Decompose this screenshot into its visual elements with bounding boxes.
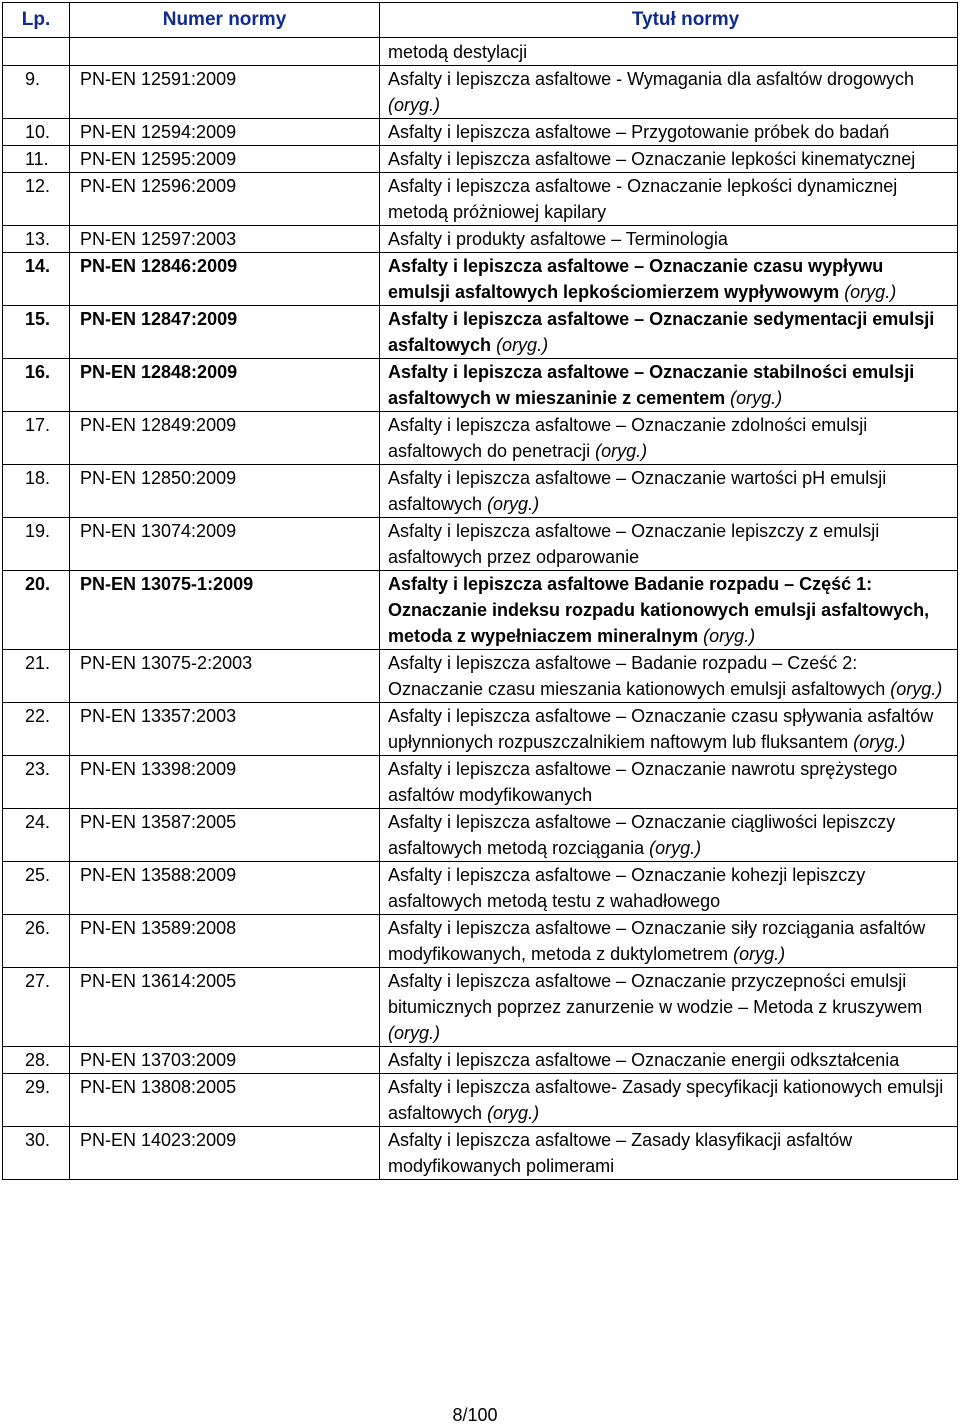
table-row xyxy=(3,119,958,146)
row-norm-number: PN-EN 12597:2003 xyxy=(70,226,380,253)
row-norm-title-cell xyxy=(380,809,958,862)
row-lp: 27. xyxy=(3,968,70,1047)
row-norm-title: Asfalty i lepiszcza asfaltowe Badanie rozpadu – Część 1: Oznaczanie indeksu rozpadu kationowych emulsji asfaltowych, metoda z wypełniaczem mineralnym xyxy=(388,574,930,646)
row-norm-title-cell xyxy=(380,412,958,465)
row-norm-number: PN-EN 13075-1:2009 xyxy=(70,571,380,650)
row-norm-number: PN-EN 13808:2005 xyxy=(70,1074,380,1127)
row-norm-title: Asfalty i lepiszcza asfaltowe – Oznaczanie zdolności emulsji asfaltowych do penetracji xyxy=(388,415,868,461)
row-norm-title-cell xyxy=(380,968,958,1047)
row-oryg-note: (oryg.) xyxy=(844,282,897,302)
row-norm-title: Asfalty i lepiszcza asfaltowe – Oznaczanie energii odkształcenia xyxy=(388,1050,900,1070)
table-header-row xyxy=(3,3,958,38)
continuation-lp-cell xyxy=(3,38,70,66)
row-norm-title: Asfalty i lepiszcza asfaltowe – Oznaczanie przyczepności emulsji bitumicznych poprzez zanurzenie w wodzie – Metoda z kruszywem xyxy=(388,971,923,1017)
table-row xyxy=(3,571,958,650)
row-norm-number: PN-EN 13074:2009 xyxy=(70,518,380,571)
table-row xyxy=(3,650,958,703)
header-lp: Lp. xyxy=(3,3,70,38)
row-lp: 28. xyxy=(3,1047,70,1074)
row-norm-title: Asfalty i lepiszcza asfaltowe – Oznaczanie ciągliwości lepiszczy asfaltowych metodą rozciągania xyxy=(388,812,896,858)
row-lp: 15. xyxy=(3,306,70,359)
row-norm-title-cell xyxy=(380,915,958,968)
table-row xyxy=(3,412,958,465)
table-row xyxy=(3,1127,958,1180)
row-norm-title: Asfalty i lepiszcza asfaltowe – Oznaczanie kohezji lepiszczy asfaltowych metodą testu z wahadłowego xyxy=(388,865,866,911)
row-norm-number: PN-EN 12848:2009 xyxy=(70,359,380,412)
row-norm-title: Asfalty i lepiszcza asfaltowe- Zasady specyfikacji kationowych emulsji asfaltowych xyxy=(388,1077,944,1123)
row-norm-title-cell xyxy=(380,226,958,253)
row-lp: 11. xyxy=(3,146,70,173)
table-row xyxy=(3,66,958,119)
table-row xyxy=(3,915,958,968)
row-norm-title-cell xyxy=(380,1074,958,1127)
row-lp: 10. xyxy=(3,119,70,146)
row-norm-title-cell xyxy=(380,173,958,226)
row-norm-title: Asfalty i lepiszcza asfaltowe – Badanie rozpadu – Cześć 2: Oznaczanie czasu mieszania kationowych emulsji asfaltowych xyxy=(388,653,886,699)
table-row xyxy=(3,703,958,756)
table-row xyxy=(3,809,958,862)
row-lp: 16. xyxy=(3,359,70,412)
row-norm-number: PN-EN 13587:2005 xyxy=(70,809,380,862)
row-oryg-note: (oryg.) xyxy=(487,1103,540,1123)
row-norm-title-cell xyxy=(380,465,958,518)
table-row xyxy=(3,1074,958,1127)
row-norm-number: PN-EN 12595:2009 xyxy=(70,146,380,173)
row-norm-title-cell xyxy=(380,119,958,146)
row-norm-title-cell xyxy=(380,66,958,119)
row-norm-title: Asfalty i lepiszcza asfaltowe – Oznaczanie wartości pH emulsji asfaltowych xyxy=(388,468,887,514)
header-number: Numer normy xyxy=(70,3,380,38)
row-norm-number: PN-EN 13614:2005 xyxy=(70,968,380,1047)
row-norm-title: Asfalty i lepiszcza asfaltowe – Oznaczanie siły rozciągania asfaltów modyfikowanych, metoda z duktylometrem xyxy=(388,918,926,964)
table-row xyxy=(3,756,958,809)
row-norm-title-cell xyxy=(380,650,958,703)
continuation-number-cell xyxy=(70,38,380,66)
row-oryg-note: (oryg.) xyxy=(730,388,783,408)
row-norm-number: PN-EN 13703:2009 xyxy=(70,1047,380,1074)
row-norm-title-cell xyxy=(380,756,958,809)
row-oryg-note: (oryg.) xyxy=(703,626,756,646)
row-norm-title: Asfalty i produkty asfaltowe – Terminologia xyxy=(388,229,728,249)
table-row xyxy=(3,518,958,571)
row-norm-title: Asfalty i lepiszcza asfaltowe – Oznaczanie czasu spływania asfaltów upłynnionych rozpuszczalnikiem naftowym lub fluksantem xyxy=(388,706,934,752)
row-oryg-note: (oryg.) xyxy=(890,679,943,699)
row-norm-title-cell xyxy=(380,1047,958,1074)
row-norm-title-cell xyxy=(380,518,958,571)
row-lp: 26. xyxy=(3,915,70,968)
row-norm-title-cell xyxy=(380,253,958,306)
row-norm-title: Asfalty i lepiszcza asfaltowe – Oznaczanie nawrotu sprężystego asfaltów modyfikowanych xyxy=(388,759,898,805)
table-row xyxy=(3,862,958,915)
row-norm-title-cell xyxy=(380,306,958,359)
row-norm-number: PN-EN 13588:2009 xyxy=(70,862,380,915)
row-norm-title: Asfalty i lepiszcza asfaltowe – Oznaczanie stabilności emulsji asfaltowych w mieszaninie z cementem xyxy=(388,362,915,408)
table-row xyxy=(3,306,958,359)
row-norm-number: PN-EN 13075-2:2003 xyxy=(70,650,380,703)
table-row xyxy=(3,226,958,253)
table-row xyxy=(3,465,958,518)
row-lp: 21. xyxy=(3,650,70,703)
row-norm-title: Asfalty i lepiszcza asfaltowe - Wymagania dla asfaltów drogowych xyxy=(388,69,915,89)
table-row xyxy=(3,359,958,412)
row-norm-title: Asfalty i lepiszcza asfaltowe – Oznaczanie lepiszczy z emulsji asfaltowych przez odparowanie xyxy=(388,521,880,567)
row-norm-title: Asfalty i lepiszcza asfaltowe – Oznaczanie lepkości kinematycznej xyxy=(388,149,916,169)
row-lp: 13. xyxy=(3,226,70,253)
norms-table-container xyxy=(2,2,957,1180)
row-lp: 23. xyxy=(3,756,70,809)
header-title: Tytuł normy xyxy=(380,3,958,38)
row-norm-title-cell xyxy=(380,359,958,412)
row-oryg-note: (oryg.) xyxy=(388,1023,441,1043)
row-norm-number: PN-EN 14023:2009 xyxy=(70,1127,380,1180)
row-norm-title-cell xyxy=(380,146,958,173)
row-oryg-note: (oryg.) xyxy=(595,441,648,461)
row-oryg-note: (oryg.) xyxy=(487,494,540,514)
row-lp: 17. xyxy=(3,412,70,465)
table-row xyxy=(3,968,958,1047)
row-norm-title: Asfalty i lepiszcza asfaltowe – Zasady klasyfikacji asfaltów modyfikowanych polimerami xyxy=(388,1130,853,1176)
row-norm-title: Asfalty i lepiszcza asfaltowe - Oznaczanie lepkości dynamicznej metodą próżniowej kapilary xyxy=(388,176,898,222)
table-row xyxy=(3,146,958,173)
row-norm-title-cell xyxy=(380,1127,958,1180)
row-lp: 18. xyxy=(3,465,70,518)
row-lp: 30. xyxy=(3,1127,70,1180)
table-row xyxy=(3,1047,958,1074)
row-norm-title-cell xyxy=(380,703,958,756)
row-oryg-note: (oryg.) xyxy=(496,335,549,355)
row-norm-number: PN-EN 13357:2003 xyxy=(70,703,380,756)
row-lp: 25. xyxy=(3,862,70,915)
row-lp: 29. xyxy=(3,1074,70,1127)
row-oryg-note: (oryg.) xyxy=(733,944,786,964)
table-body xyxy=(3,38,958,1180)
row-norm-number: PN-EN 12596:2009 xyxy=(70,173,380,226)
row-norm-title: Asfalty i lepiszcza asfaltowe – Oznaczanie sedymentacji emulsji asfaltowych xyxy=(388,309,935,355)
continuation-row xyxy=(3,38,958,66)
row-lp: 14. xyxy=(3,253,70,306)
row-norm-number: PN-EN 12591:2009 xyxy=(70,66,380,119)
row-lp: 9. xyxy=(3,66,70,119)
row-oryg-note: (oryg.) xyxy=(853,732,906,752)
row-lp: 24. xyxy=(3,809,70,862)
table-row xyxy=(3,173,958,226)
row-norm-number: PN-EN 13398:2009 xyxy=(70,756,380,809)
row-norm-number: PN-EN 12849:2009 xyxy=(70,412,380,465)
row-norm-title-cell xyxy=(380,571,958,650)
row-norm-number: PN-EN 12594:2009 xyxy=(70,119,380,146)
row-oryg-note: (oryg.) xyxy=(388,95,441,115)
norms-table xyxy=(2,2,958,1180)
table-row xyxy=(3,253,958,306)
row-norm-number: PN-EN 13589:2008 xyxy=(70,915,380,968)
row-norm-title-cell xyxy=(380,862,958,915)
continuation-title-cell: metodą destylacji xyxy=(380,38,958,66)
row-norm-number: PN-EN 12846:2009 xyxy=(70,253,380,306)
row-lp: 12. xyxy=(3,173,70,226)
row-lp: 20. xyxy=(3,571,70,650)
page-number: 8/100 xyxy=(452,1405,498,1425)
row-lp: 22. xyxy=(3,703,70,756)
row-lp: 19. xyxy=(3,518,70,571)
row-norm-title: Asfalty i lepiszcza asfaltowe – Oznaczanie czasu wypływu emulsji asfaltowych lepkościomierzem wypływowym xyxy=(388,256,884,302)
row-norm-number: PN-EN 12850:2009 xyxy=(70,465,380,518)
row-norm-title: Asfalty i lepiszcza asfaltowe – Przygotowanie próbek do badań xyxy=(388,122,890,142)
row-norm-number: PN-EN 12847:2009 xyxy=(70,306,380,359)
row-oryg-note: (oryg.) xyxy=(649,838,702,858)
